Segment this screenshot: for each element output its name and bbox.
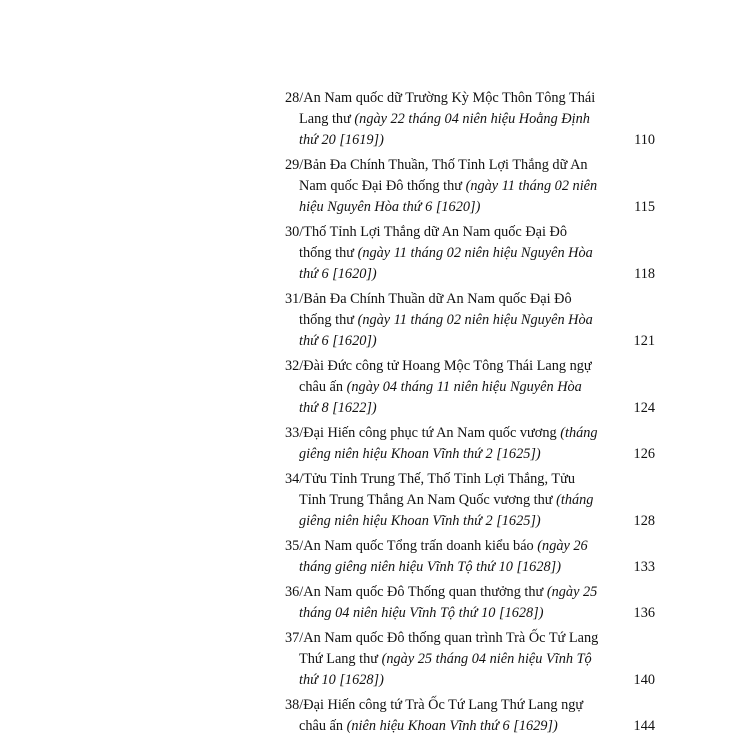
- toc-entry-title-italic: (tháng giêng niên hiệu Khoan Vĩnh thứ 2 [1625]): [299, 492, 594, 530]
- toc-entry-title: [285, 356, 603, 419]
- toc-entry-title: [285, 222, 603, 285]
- toc-entry: [285, 222, 655, 285]
- toc-entry-title-roman: Đại Hiến công tứ Trà Ốc Tứ Lang Thứ Lang ngự châu ấn: [299, 697, 584, 735]
- toc-entry-title: [285, 695, 603, 737]
- toc-entry-title-roman: An Nam quốc Đô Thống quan thưởng thư: [303, 584, 547, 601]
- toc-entry-title-roman: Bản Đa Chính Thuần, Thố Tỉnh Lợi Thắng dữ An Nam quốc Đại Đô thống thư: [299, 157, 588, 195]
- table-of-contents: [95, 88, 655, 737]
- toc-entry-title-roman: An Nam quốc Tổng trấn doanh kiểu báo: [303, 538, 538, 555]
- toc-entry-page: 110: [634, 132, 655, 149]
- toc-entry-page: 144: [633, 718, 655, 735]
- toc-entry-title-roman: Thố Tỉnh Lợi Thắng dữ An Nam quốc Đại Đô thống thư: [299, 224, 568, 262]
- toc-entry-page: 140: [633, 672, 655, 689]
- toc-entry: [285, 423, 655, 465]
- toc-entry-title-roman: An Nam quốc Đô thống quan trình Trà Ốc Tứ Lang Thứ Lang thư: [299, 630, 599, 668]
- toc-entry-title-italic: (ngày 04 tháng 11 niên hiệu Nguyên Hòa thứ 8 [1622]): [299, 379, 582, 417]
- toc-entry: [285, 536, 655, 578]
- toc-entry-number: 33/: [285, 425, 304, 442]
- toc-entry-title: [285, 582, 603, 624]
- toc-entry-number: 36/: [285, 584, 304, 601]
- toc-entry-title-italic: (ngày 26 tháng giêng niên hiệu Vĩnh Tộ thứ 10 [1628]): [299, 538, 588, 576]
- toc-entry-title: [285, 289, 603, 352]
- toc-entry-title-italic: (ngày 11 tháng 02 niên hiệu Nguyên Hòa thứ 6 [1620]): [299, 245, 593, 283]
- toc-entry-page: 126: [633, 446, 655, 463]
- toc-entry: [285, 582, 655, 624]
- toc-entry-page: 118: [634, 266, 655, 283]
- toc-entry-number: 35/: [285, 538, 304, 555]
- toc-entry-number: 38/: [285, 697, 304, 714]
- toc-entry-page: 124: [633, 400, 655, 417]
- toc-entry-title-roman: Tửu Tỉnh Trung Thế, Thố Tỉnh Lợi Thắng, Tửu Tỉnh Trung Thắng An Nam Quốc vương thư: [299, 471, 575, 509]
- toc-entry-page: 115: [634, 199, 655, 216]
- toc-entry-title: [285, 628, 603, 691]
- toc-entry: [285, 356, 655, 419]
- toc-entry: [285, 695, 655, 737]
- toc-entry-title: [285, 423, 603, 465]
- toc-entry-title-roman: An Nam quốc dữ Trường Kỳ Mộc Thôn Tông Thái Lang thư: [299, 90, 596, 128]
- toc-entry-title-italic: (tháng giêng niên hiệu Khoan Vĩnh thứ 2 [1625]): [299, 425, 598, 463]
- toc-entry-title: [285, 88, 603, 151]
- toc-entry-number: 32/: [285, 358, 304, 375]
- toc-entry-title-roman: Đài Đức công tử Hoang Mộc Tông Thái Lang ngự châu ấn: [299, 358, 592, 396]
- toc-entry-page: 128: [633, 513, 655, 530]
- toc-entry-title-italic: (ngày 11 tháng 02 niên hiệu Nguyên Hòa thứ 6 [1620]): [299, 312, 593, 350]
- toc-entry-title: [285, 469, 603, 532]
- toc-entry-title-italic: (niên hiệu Khoan Vĩnh thứ 6 [1629]): [346, 718, 558, 735]
- toc-entry-title-roman: Đại Hiến công phục tứ An Nam quốc vương: [303, 425, 561, 442]
- toc-entry-number: 37/: [285, 630, 304, 647]
- toc-entry: [285, 155, 655, 218]
- toc-entry: [285, 628, 655, 691]
- toc-entry: [285, 88, 655, 151]
- toc-entry: [285, 469, 655, 532]
- toc-entry-page: 136: [633, 605, 655, 622]
- toc-entry: [285, 289, 655, 352]
- toc-entry-title-italic: (ngày 22 tháng 04 niên hiệu Hoằng Định thứ 20 [1619]): [299, 111, 590, 149]
- toc-entry-number: 31/: [285, 291, 304, 308]
- toc-entry-title-italic: (ngày 25 tháng 04 niên hiệu Vĩnh Tộ thứ 10 [1628]): [299, 584, 598, 622]
- toc-entry-title-italic: (ngày 11 tháng 02 niên hiệu Nguyên Hòa thứ 6 [1620]): [299, 178, 598, 216]
- toc-entry-number: 28/: [285, 90, 304, 106]
- toc-entry-title: [285, 155, 603, 218]
- toc-entry-page: 133: [633, 559, 655, 576]
- toc-entry-number: 29/: [285, 157, 304, 174]
- toc-entry-page: 121: [633, 333, 655, 350]
- toc-entry-title-roman: Bản Đa Chính Thuần dữ An Nam quốc Đại Đô thống thư: [299, 291, 572, 329]
- toc-entry-number: 30/: [285, 224, 304, 241]
- toc-entry-number: 34/: [285, 471, 304, 488]
- toc-entry-title-italic: (ngày 25 tháng 04 niên hiệu Vĩnh Tộ thứ 10 [1628]): [299, 651, 592, 689]
- toc-entry-title: [285, 536, 603, 578]
